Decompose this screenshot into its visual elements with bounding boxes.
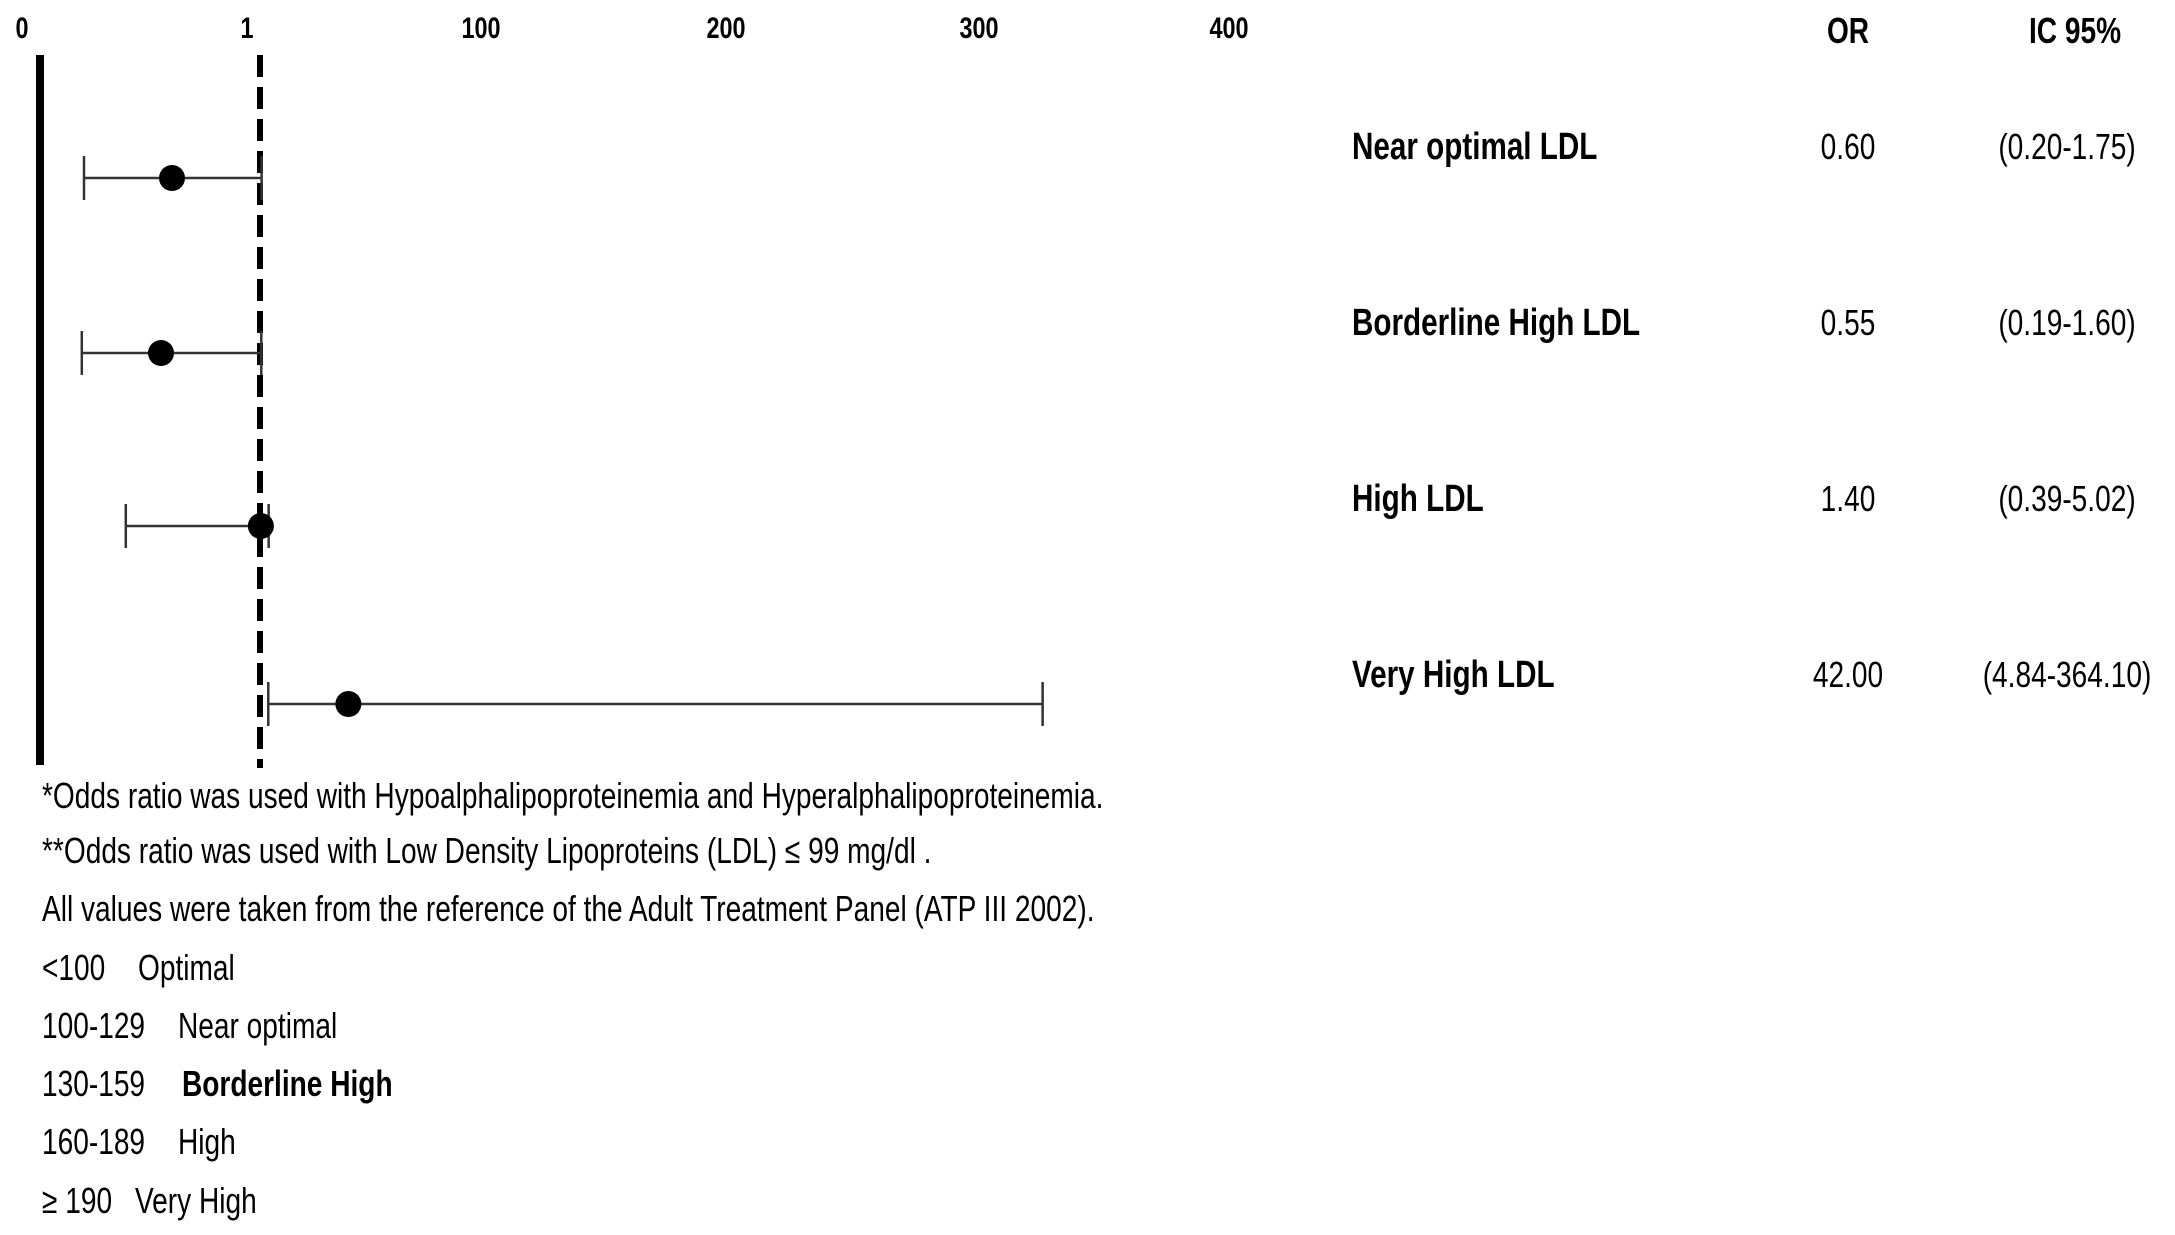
category-range: <100 bbox=[42, 947, 106, 988]
category-level: High bbox=[178, 1121, 236, 1162]
row-ci-value: (0.19-1.60) bbox=[1998, 302, 2136, 343]
axis-tick-400: 400 bbox=[1209, 12, 1249, 45]
axis-tick-0: 0 bbox=[15, 12, 29, 45]
row-label: Borderline High LDL bbox=[1352, 302, 1641, 344]
ci-column-header: IC 95% bbox=[2028, 10, 2122, 51]
row-ci-value: (4.84-364.10) bbox=[1982, 654, 2152, 695]
footnote-double-asterisk: **Odds ratio was used with Low Density Lipoproteins (LDL) ≤ 99 mg/dl . bbox=[42, 830, 932, 871]
axis-tick-300: 300 bbox=[959, 12, 999, 45]
row-ci-value: (0.39-5.02) bbox=[1998, 478, 2136, 519]
axis-tick-100: 100 bbox=[461, 12, 501, 45]
point-estimate bbox=[335, 691, 361, 717]
point-estimate bbox=[159, 165, 185, 191]
row-or-value: 0.55 bbox=[1820, 302, 1876, 343]
row-label: High LDL bbox=[1352, 478, 1484, 520]
category-range: 160-189 bbox=[42, 1121, 146, 1162]
footnote-reference: All values were taken from the reference of the Adult Treatment Panel (ATP III 2002). bbox=[42, 888, 1095, 929]
category-range: 100-129 bbox=[42, 1005, 146, 1046]
point-estimate bbox=[148, 340, 174, 366]
row-label: Very High LDL bbox=[1352, 654, 1555, 696]
category-level: Optimal bbox=[138, 947, 235, 988]
row-or-value: 0.60 bbox=[1820, 126, 1876, 167]
axis-tick-200: 200 bbox=[706, 12, 746, 45]
row-ci-value: (0.20-1.75) bbox=[1998, 126, 2136, 167]
row-or-value: 1.40 bbox=[1820, 478, 1876, 519]
point-estimate bbox=[248, 513, 274, 539]
footnote-single-asterisk: *Odds ratio was used with Hypoalphalipoproteinemia and Hyperalphalipoproteinemia. bbox=[42, 775, 1104, 816]
category-range: ≥ 190 bbox=[42, 1180, 113, 1221]
axis-tick-1: 1 bbox=[240, 12, 254, 45]
category-range: 130-159 bbox=[42, 1063, 146, 1104]
row-label: Near optimal LDL bbox=[1352, 126, 1598, 168]
row-or-value: 42.00 bbox=[1812, 654, 1884, 695]
category-level: Near optimal bbox=[178, 1005, 338, 1046]
category-level: Very High bbox=[135, 1180, 257, 1221]
category-level: Borderline High bbox=[182, 1063, 393, 1104]
or-column-header: OR bbox=[1826, 10, 1870, 51]
